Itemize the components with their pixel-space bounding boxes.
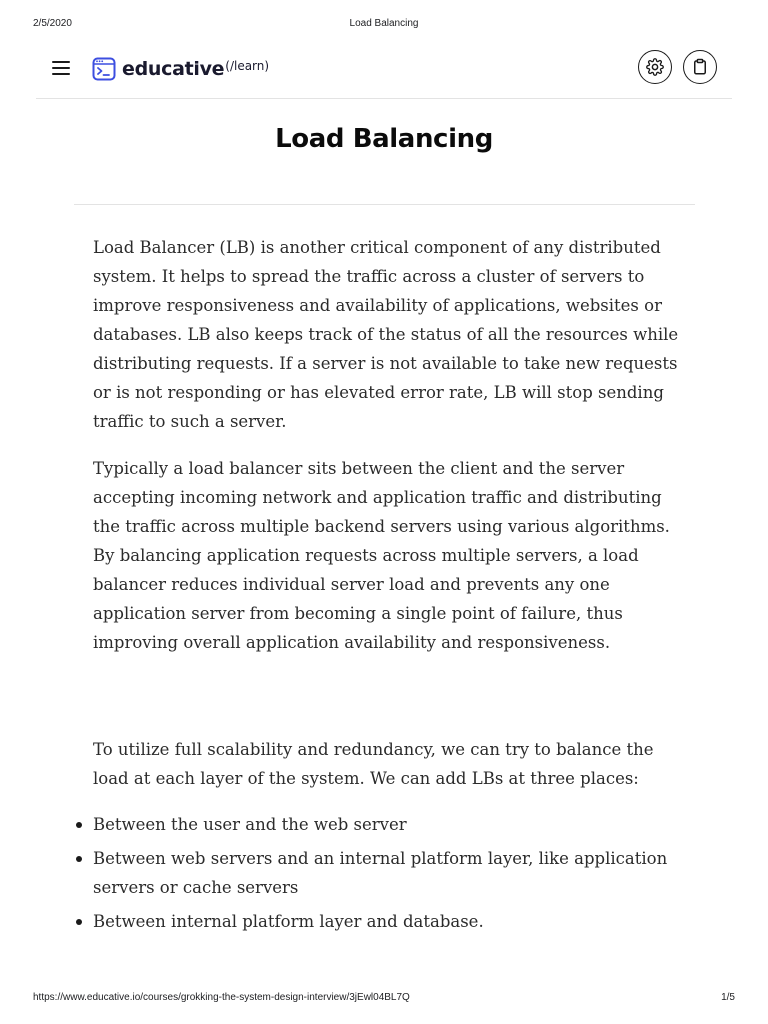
print-title: Load Balancing [349,18,419,29]
lb-placement-list [93,810,683,936]
article-body [93,233,683,941]
settings-button[interactable] [638,50,672,84]
print-date: 2/5/2020 [33,18,72,29]
clipboard-button[interactable] [683,50,717,84]
print-url: https://www.educative.io/courses/grokking-the-system-design-interview/3jEwl04BL7Q [33,992,410,1003]
paragraph-load-balancer-role: Typically a load balancer sits between the client and the server accepting incoming network and application traffic and distributing the traffic across multiple backend servers using various algorithms. By balancing application requests across multiple servers, a load balancer reduces individual server load and prevents any one application server from becoming a single point of failure, thus improving overall application availability and responsiveness. [93,459,670,652]
terminal-window-icon [92,57,116,81]
gear-icon [646,58,664,76]
list-item: Between the user and the web server [93,810,683,839]
brand-link-suffix: (/learn) [225,59,270,73]
list-item: Between internal platform layer and database. [93,907,683,936]
print-footer [0,992,768,1006]
list-item: Between web servers and an internal platform layer, like application servers or cache servers [93,844,683,902]
paragraph-placement: To utilize full scalability and redundancy, we can try to balance the load at each layer of the system. We can add LBs at three places: [93,740,654,788]
top-navigation-bar [36,40,732,99]
hamburger-menu-icon[interactable] [52,60,72,76]
page-number: 1/5 [721,992,735,1003]
clipboard-icon [691,58,709,76]
educative-logo-link[interactable] [92,54,269,84]
paragraph-intro: Load Balancer (LB) is another critical component of any distributed system. It helps to spread the traffic across a cluster of servers to improve responsiveness and availability of applications, websites or databases. LB also keeps track of the status of all the resources while distributing requests. If a server is not available to take new requests or is not responding or has elevated error rate, LB will stop sending traffic to such a server. [93,238,679,431]
page-title: Load Balancing [275,124,493,154]
title-divider [74,204,695,205]
print-header [0,18,768,32]
brand-name: educative [122,58,225,80]
